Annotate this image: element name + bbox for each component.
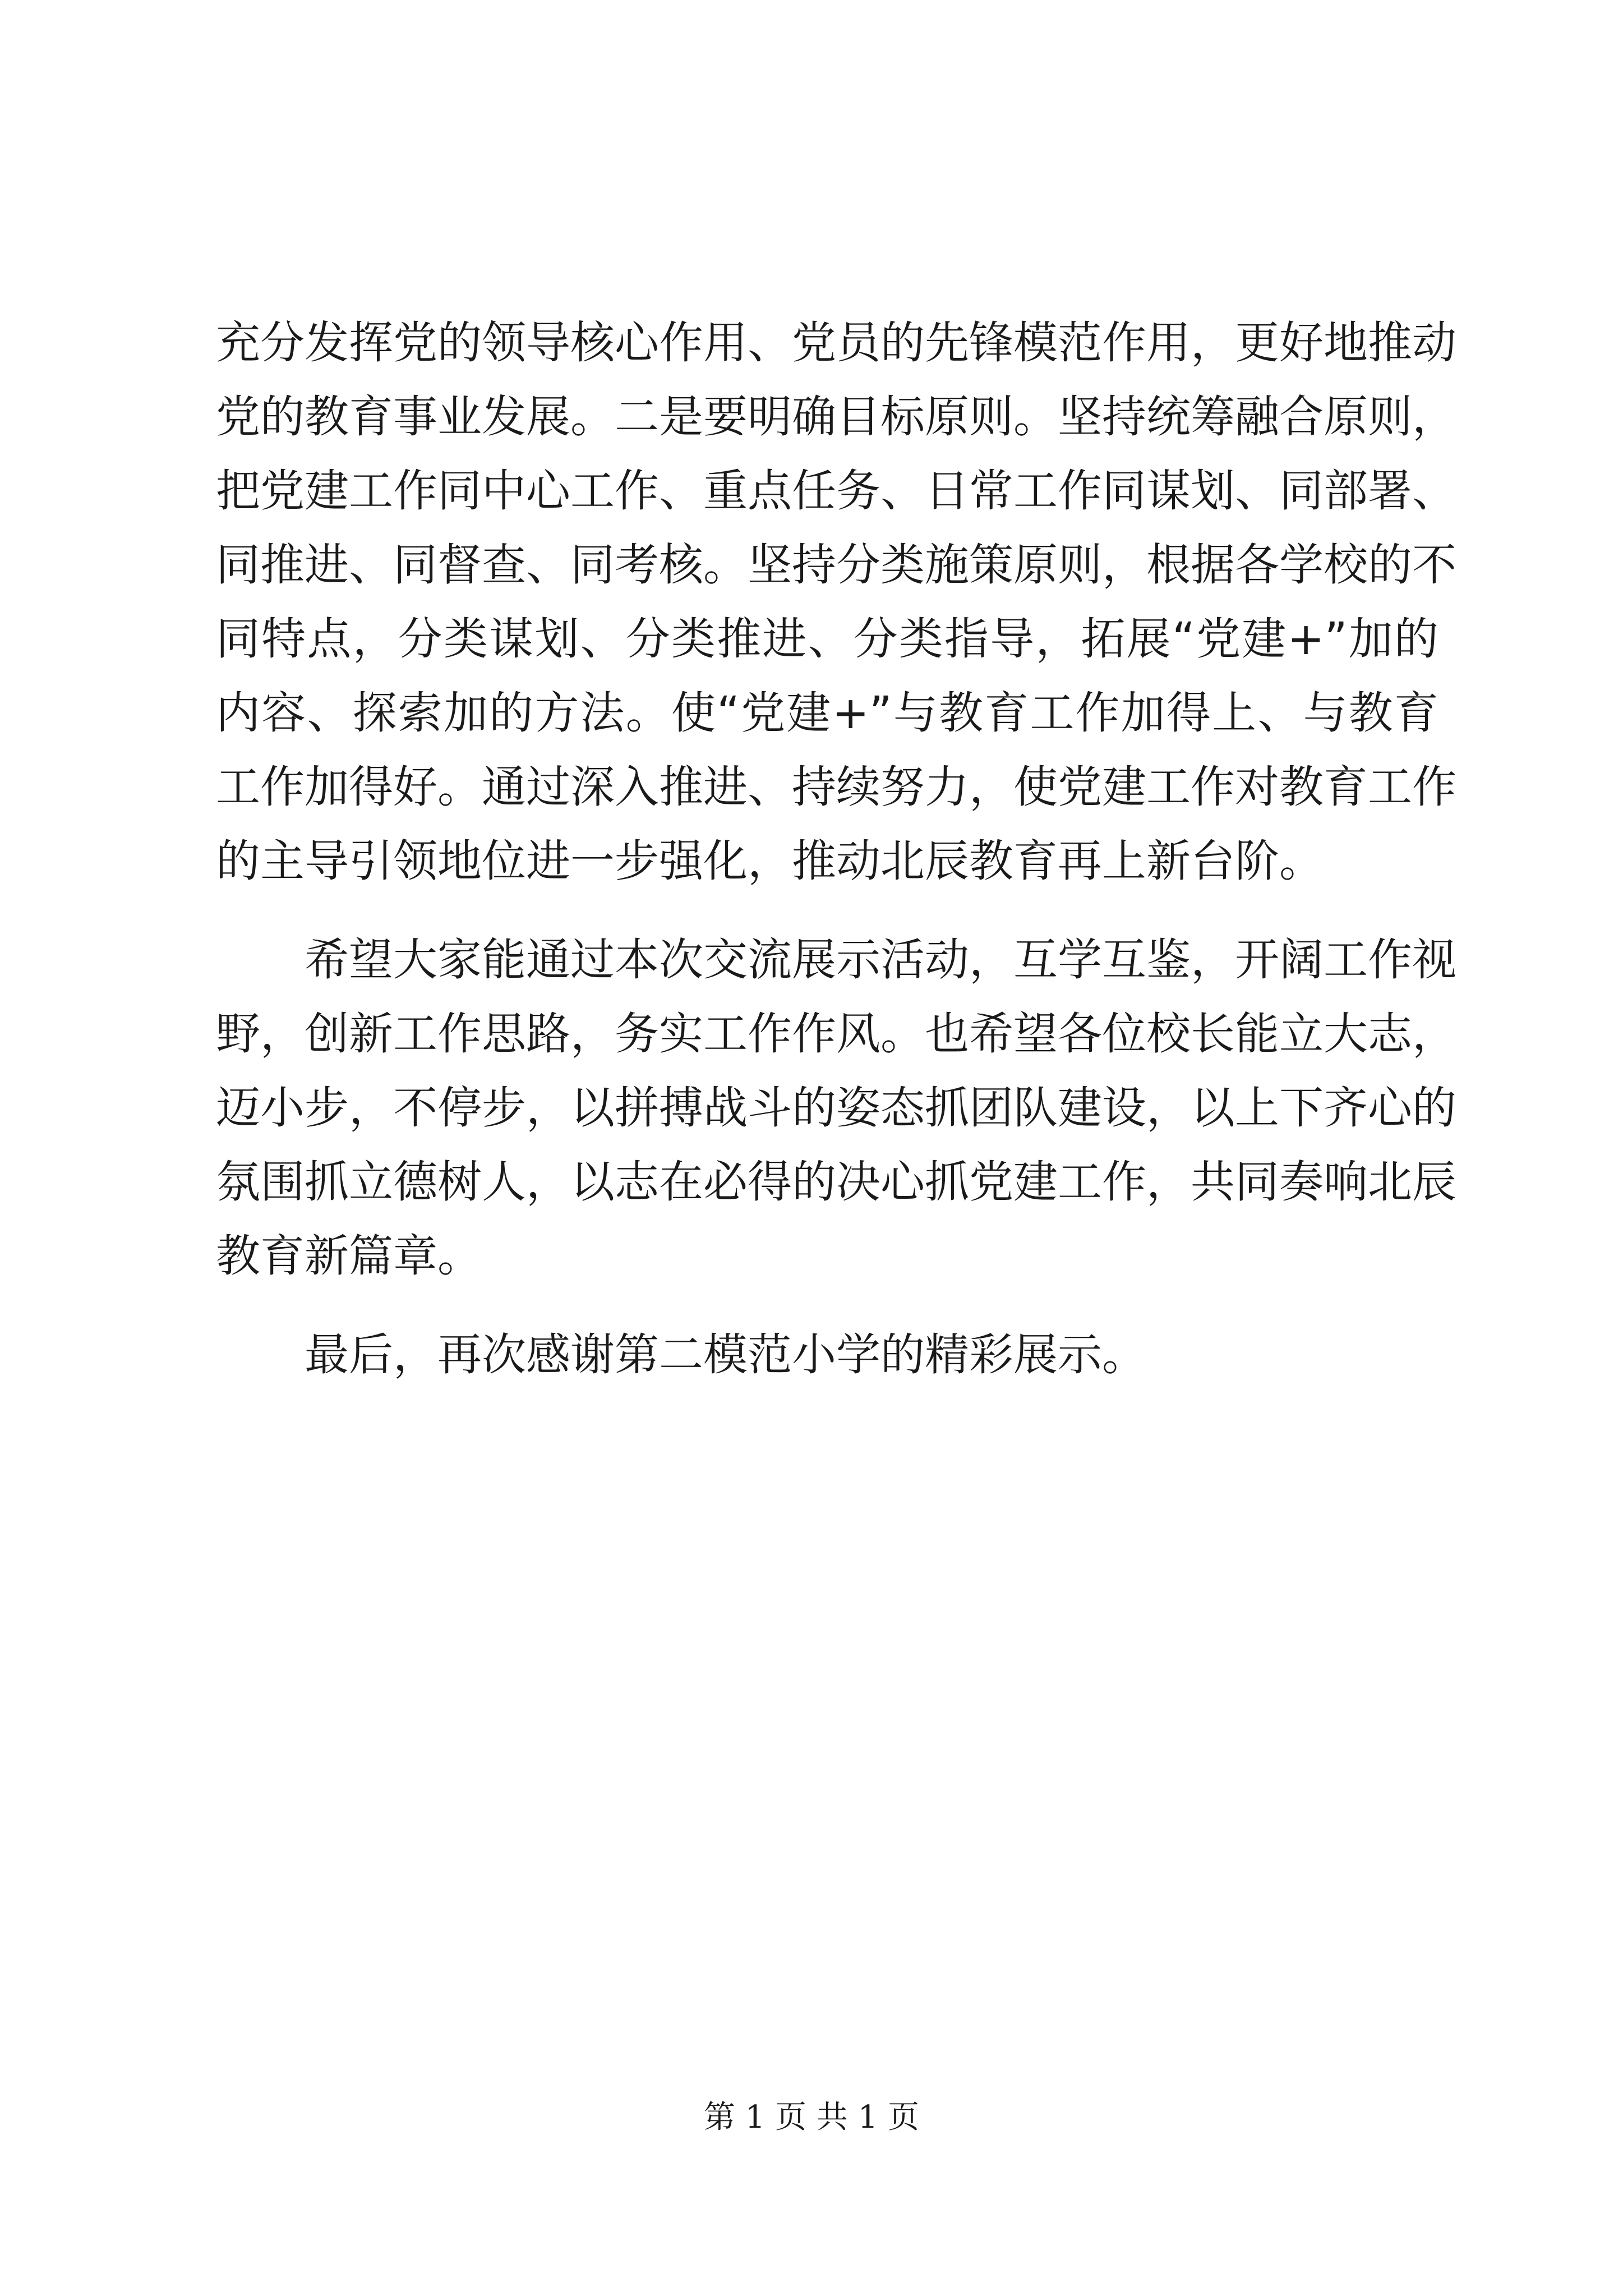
paragraph-line: 野，创新工作思路，务实工作作风。也希望各位校长能立大志， — [216, 1008, 1456, 1060]
paragraph-line: 党的教育事业发展。二是要明确目标原则。坚持统筹融合原则， — [216, 391, 1456, 443]
paragraph-3 — [216, 1318, 1438, 1392]
paragraph-line: 希望大家能通过本次交流展示活动，互学互鉴，开阔工作视 — [305, 934, 1456, 986]
paragraph-line: 工作加得好。通过深入推进、持续努力，使党建工作对教育工作 — [216, 761, 1456, 813]
paragraph-line: 同特点，分类谋划、分类推进、分类指导，拓展“党建+”加的 — [216, 613, 1438, 665]
paragraph-line: 教育新篇章。 — [216, 1230, 482, 1282]
paragraph-line: 迈小步，不停步，以拼搏战斗的姿态抓团队建设，以上下齐心的 — [216, 1082, 1456, 1134]
paragraph-2 — [216, 923, 1456, 1293]
body-text — [216, 306, 1456, 1392]
paragraph-line: 的主导引领地位进一步强化，推动北辰教育再上新台阶。 — [216, 835, 1324, 887]
paragraph-line: 把党建工作同中心工作、重点任务、日常工作同谋划、同部署、 — [216, 465, 1456, 517]
paragraph-line: 内容、探索加的方法。使“党建+”与教育工作加得上、与教育 — [216, 687, 1438, 739]
paragraph-line: 充分发挥党的领导核心作用、党员的先锋模范作用，更好地推动 — [216, 317, 1456, 369]
paragraph-1 — [216, 306, 1456, 898]
paragraph-line: 最后，再次感谢第二模范小学的精彩展示。 — [305, 1329, 1146, 1381]
paragraph-line: 同推进、同督查、同考核。坚持分类施策原则，根据各学校的不 — [216, 539, 1456, 591]
page-footer: 第 1 页 共 1 页 — [703, 2099, 920, 2136]
paragraph-line: 氛围抓立德树人，以志在必得的决心抓党建工作，共同奏响北辰 — [216, 1156, 1456, 1208]
